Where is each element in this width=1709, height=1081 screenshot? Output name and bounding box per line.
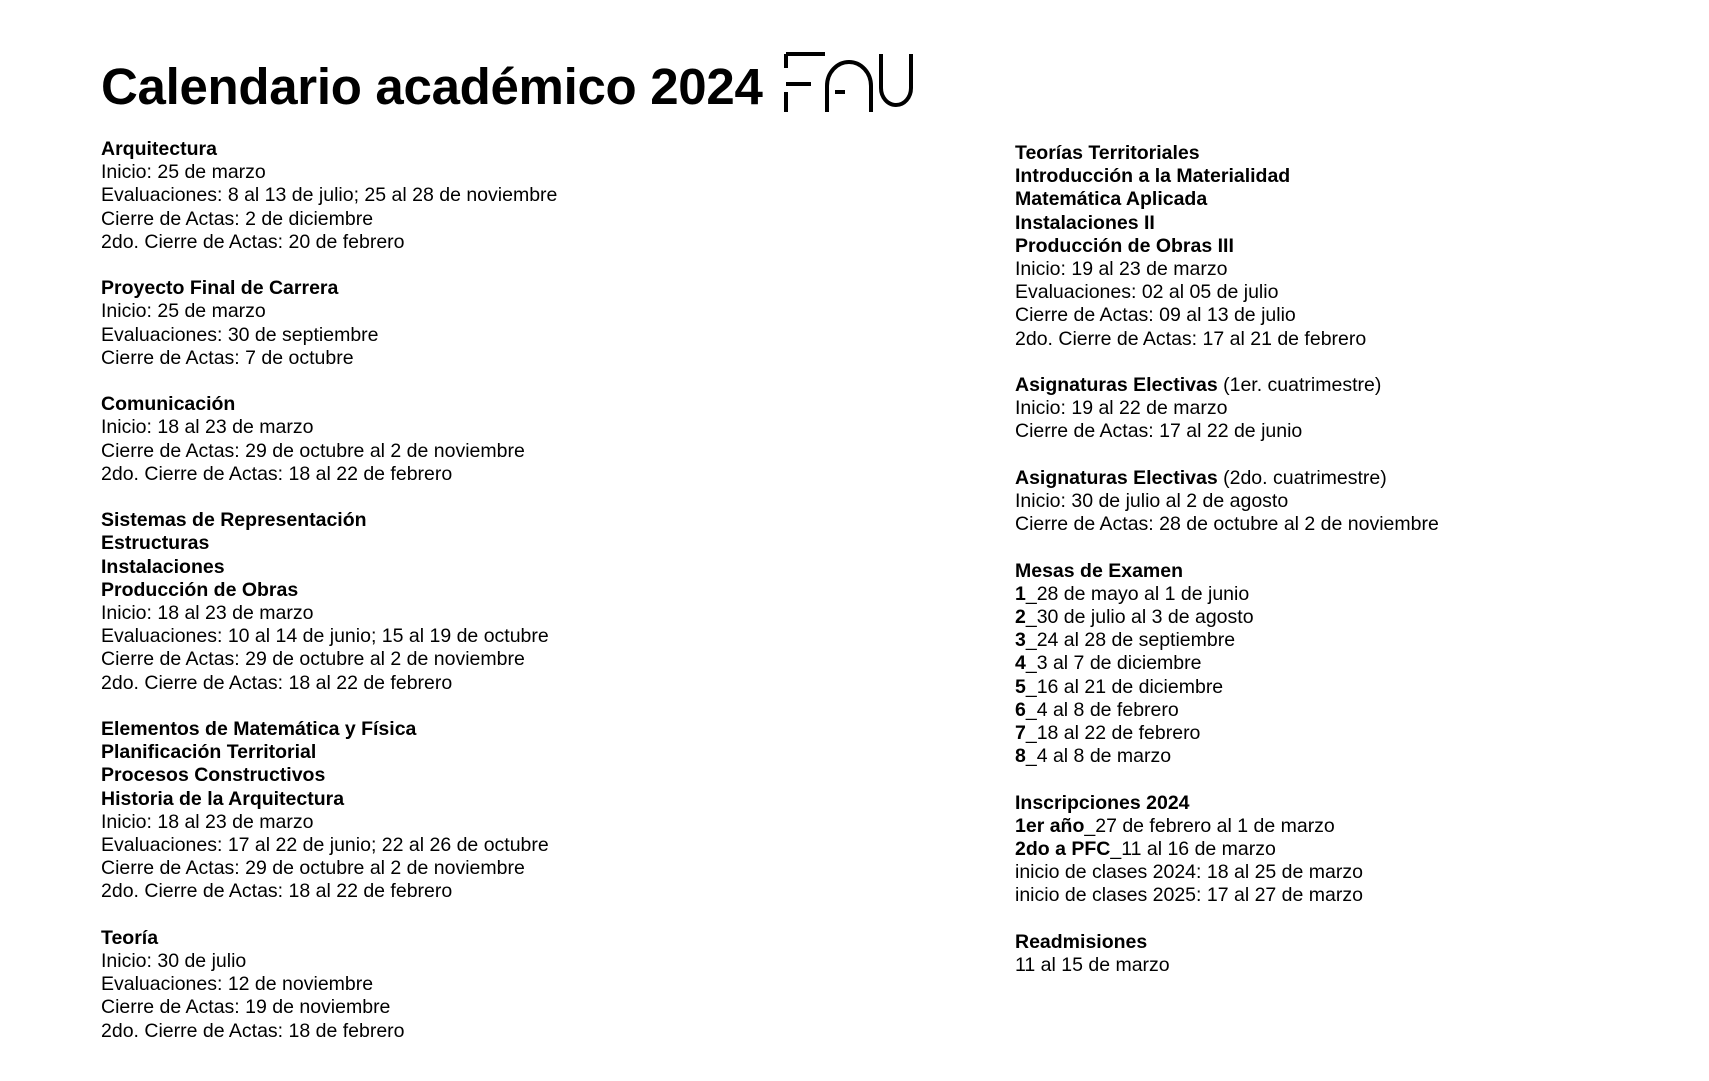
section-heading: Comunicación bbox=[101, 393, 236, 416]
section-note: (2do. cuatrimestre) bbox=[1217, 466, 1387, 489]
info-line: inicio de clases 2024: 18 al 25 de marzo bbox=[1015, 861, 1363, 884]
exam-dates: _30 de julio al 3 de agosto bbox=[1025, 606, 1254, 629]
enrollment-dates: _27 de febrero al 1 de marzo bbox=[1084, 814, 1335, 837]
section-readmisiones bbox=[1015, 931, 1655, 977]
exam-number: 4 bbox=[1015, 652, 1026, 675]
section-heading: Estructuras bbox=[101, 532, 210, 555]
info-line: Inicio: 18 al 23 de marzo bbox=[101, 602, 314, 625]
info-line: Cierre de Actas: 28 de octubre al 2 de noviembre bbox=[1015, 513, 1439, 536]
section-heading: Proyecto Final de Carrera bbox=[101, 277, 339, 300]
exam-item bbox=[1015, 745, 1655, 768]
exam-item bbox=[1015, 722, 1655, 745]
exam-item bbox=[1015, 606, 1655, 629]
enrollment-item bbox=[1015, 815, 1655, 838]
info-line: Inicio: 25 de marzo bbox=[101, 161, 266, 184]
section-teorias-territoriales bbox=[1015, 142, 1655, 351]
info-line: Cierre de Actas: 2 de diciembre bbox=[101, 207, 374, 230]
enrollment-item bbox=[1015, 838, 1655, 861]
info-line: Cierre de Actas: 09 al 13 de julio bbox=[1015, 304, 1296, 327]
section-heading: Matemática Aplicada bbox=[1015, 188, 1208, 211]
section-heading: Producción de Obras bbox=[101, 578, 299, 601]
info-line: Evaluaciones: 12 de noviembre bbox=[101, 973, 374, 996]
exam-dates: _3 al 7 de diciembre bbox=[1025, 652, 1202, 675]
section-electivas-1 bbox=[1015, 374, 1655, 444]
section-heading-line bbox=[1015, 467, 1655, 490]
info-line: Cierre de Actas: 17 al 22 de junio bbox=[1015, 420, 1303, 443]
info-line: 2do. Cierre de Actas: 18 al 22 de febrero bbox=[101, 671, 453, 694]
enrollment-dates: _11 al 16 de marzo bbox=[1110, 838, 1276, 861]
exam-item bbox=[1015, 652, 1655, 675]
info-line: Inicio: 30 de julio bbox=[101, 950, 247, 973]
section-heading: Teoría bbox=[101, 926, 159, 949]
section-heading: Instalaciones II bbox=[1015, 211, 1155, 234]
section-elementos bbox=[101, 718, 921, 904]
section-comunicacion bbox=[101, 393, 921, 486]
info-line: Cierre de Actas: 19 de noviembre bbox=[101, 996, 391, 1019]
section-heading: Sistemas de Representación bbox=[101, 509, 367, 532]
info-line: Cierre de Actas: 29 de octubre al 2 de noviembre bbox=[101, 648, 525, 671]
right-column bbox=[1015, 142, 1655, 1000]
info-line: Evaluaciones: 30 de septiembre bbox=[101, 323, 379, 346]
exam-dates: _28 de mayo al 1 de junio bbox=[1025, 582, 1250, 605]
info-line: Cierre de Actas: 7 de octubre bbox=[101, 346, 354, 369]
section-heading: Producción de Obras III bbox=[1015, 234, 1234, 257]
info-line: Inicio: 19 al 22 de marzo bbox=[1015, 397, 1228, 420]
exam-item bbox=[1015, 583, 1655, 606]
section-sistemas bbox=[101, 509, 921, 695]
enrollment-label: 2do a PFC bbox=[1015, 838, 1111, 861]
exam-dates: _16 al 21 de diciembre bbox=[1025, 675, 1224, 698]
info-line: Inicio: 18 al 23 de marzo bbox=[101, 416, 314, 439]
info-line: 2do. Cierre de Actas: 17 al 21 de febrero bbox=[1015, 327, 1367, 350]
section-heading-line bbox=[1015, 374, 1655, 397]
info-line: Cierre de Actas: 29 de octubre al 2 de noviembre bbox=[101, 857, 525, 880]
section-electivas-2 bbox=[1015, 467, 1655, 537]
exam-number: 5 bbox=[1015, 675, 1026, 698]
exam-dates: _24 al 28 de septiembre bbox=[1025, 629, 1236, 652]
exam-dates: _4 al 8 de febrero bbox=[1025, 698, 1179, 721]
exam-item bbox=[1015, 676, 1655, 699]
fau-logo bbox=[783, 52, 917, 114]
exam-item bbox=[1015, 629, 1655, 652]
page-title: Calendario académico 2024 bbox=[101, 58, 763, 115]
info-line: inicio de clases 2025: 17 al 27 de marzo bbox=[1015, 884, 1363, 907]
section-heading: Instalaciones bbox=[101, 555, 225, 578]
section-heading: Mesas de Examen bbox=[1015, 559, 1184, 582]
section-heading: Planificación Territorial bbox=[101, 741, 317, 764]
exam-number: 1 bbox=[1015, 582, 1026, 605]
section-teoria bbox=[101, 927, 921, 1043]
section-heading: Elementos de Matemática y Física bbox=[101, 718, 417, 741]
exam-number: 7 bbox=[1015, 722, 1026, 745]
info-line: 2do. Cierre de Actas: 18 al 22 de febrero bbox=[101, 462, 453, 485]
section-inscripciones bbox=[1015, 792, 1655, 908]
info-line: Evaluaciones: 02 al 05 de julio bbox=[1015, 281, 1279, 304]
info-line: Inicio: 30 de julio al 2 de agosto bbox=[1015, 490, 1289, 513]
info-line: Evaluaciones: 8 al 13 de julio; 25 al 28 de noviembre bbox=[101, 184, 558, 207]
info-line: 2do. Cierre de Actas: 18 al 22 de febrero bbox=[101, 880, 453, 903]
info-line: 11 al 15 de marzo bbox=[1015, 954, 1170, 977]
exam-dates: _4 al 8 de marzo bbox=[1025, 745, 1172, 768]
info-line: Cierre de Actas: 29 de octubre al 2 de noviembre bbox=[101, 439, 525, 462]
section-heading: Procesos Constructivos bbox=[101, 764, 326, 787]
exam-number: 8 bbox=[1015, 745, 1026, 768]
exam-number: 2 bbox=[1015, 606, 1026, 629]
section-heading: Introducción a la Materialidad bbox=[1015, 165, 1291, 188]
section-mesas-de-examen bbox=[1015, 560, 1655, 769]
section-arquitectura bbox=[101, 138, 921, 254]
info-line: Evaluaciones: 17 al 22 de junio; 22 al 26 de octubre bbox=[101, 834, 549, 857]
section-note: (1er. cuatrimestre) bbox=[1217, 374, 1382, 397]
section-heading: Teorías Territoriales bbox=[1015, 142, 1200, 164]
info-line: Inicio: 19 al 23 de marzo bbox=[1015, 258, 1228, 281]
section-heading: Arquitectura bbox=[101, 138, 217, 160]
exam-number: 3 bbox=[1015, 629, 1026, 652]
section-heading: Historia de la Arquitectura bbox=[101, 787, 345, 810]
section-pfc bbox=[101, 277, 921, 370]
page-header bbox=[101, 52, 917, 114]
info-line: Inicio: 18 al 23 de marzo bbox=[101, 810, 314, 833]
section-heading: Readmisiones bbox=[1015, 930, 1148, 953]
exam-dates: _18 al 22 de febrero bbox=[1025, 722, 1201, 745]
info-line: 2do. Cierre de Actas: 20 de febrero bbox=[101, 230, 405, 253]
section-heading: Inscripciones 2024 bbox=[1015, 791, 1190, 814]
info-line: 2do. Cierre de Actas: 18 de febrero bbox=[101, 1019, 405, 1042]
exam-item bbox=[1015, 699, 1655, 722]
section-heading: Asignaturas Electivas bbox=[1015, 466, 1218, 489]
info-line: Evaluaciones: 10 al 14 de junio; 15 al 19 de octubre bbox=[101, 625, 549, 648]
exam-number: 6 bbox=[1015, 698, 1026, 721]
enrollment-label: 1er año bbox=[1015, 814, 1085, 837]
section-heading: Asignaturas Electivas bbox=[1015, 374, 1218, 397]
left-column bbox=[101, 138, 921, 1066]
info-line: Inicio: 25 de marzo bbox=[101, 300, 266, 323]
